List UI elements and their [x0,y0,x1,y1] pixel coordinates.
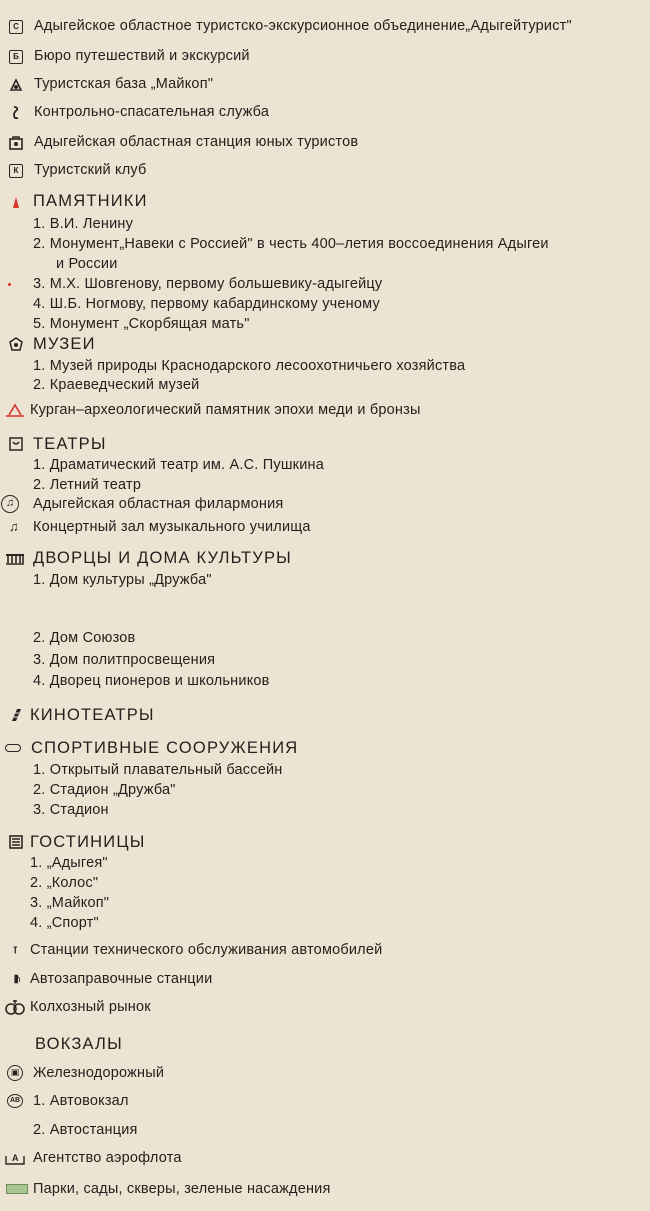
museum-icon [9,337,23,351]
section-heading: ПАМЯТНИКИ [33,192,148,210]
list-item: 1. Дом культуры „Дружба" [33,572,212,588]
legend-label: Парки, сады, скверы, зеленые насаждения [33,1181,331,1197]
park-swatch-icon [6,1184,28,1194]
cinema-icon [9,708,23,722]
bus-station-icon: АВ [7,1094,23,1108]
market-fruit-icon [4,999,26,1015]
railway-station-icon: ▣ [7,1065,23,1081]
legend-label: Бюро путешествий и экскурсий [34,48,250,64]
legend-label: Курган–археологический памятник эпохи меди и бронзы [30,402,421,418]
legend-label: 2. Автостанция [33,1122,138,1138]
svg-text:А: А [12,1153,19,1163]
list-item: 2. Стадион „Дружба" [33,782,176,798]
section-heading: МУЗЕИ [33,335,96,353]
section-heading: ДВОРЦЫ И ДОМА КУЛЬТУРЫ [33,549,292,567]
legend-label: Контрольно-спасательная служба [34,104,270,120]
legend-label: Колхозный рынок [30,999,151,1015]
section-heading: ТЕАТРЫ [33,435,107,453]
red-dot-marker [8,283,11,286]
legend-label: Железнодорожный [33,1065,165,1081]
legend-label: Туристская база „Майкоп" [34,76,214,92]
aeroflot-agency-icon [5,1151,25,1165]
list-item: 4. Ш.Б. Ногмову, первому кабардинскому ученому [33,296,380,312]
hotel-icon [9,835,23,849]
tourist-association-icon: С [9,20,23,34]
section-heading: ГОСТИНИЦЫ [30,833,146,851]
legend-label: 1. Автовокзал [33,1093,129,1109]
list-item: 3. М.Х. Шовгенову, первому большевику-адыгейцу [33,276,383,292]
list-item: и России [56,256,118,272]
section-heading: ВОКЗАЛЫ [35,1035,123,1053]
legend-label: Адыгейская областная филармония [33,496,284,512]
stadium-icon [5,744,21,752]
travel-bureau-icon: Б [9,50,23,64]
philharmonic-icon: ♫ [1,495,19,513]
list-item: 4. Дворец пионеров и школьников [33,673,270,689]
legend-label: Адыгейское областное туристско-экскурсионное объединение„Адыгейтурист" [34,18,572,34]
legend-label: Автозаправочные станции [30,971,213,987]
list-item: 1. Драматический театр им. А.С. Пушкина [33,457,324,473]
monument-icon [9,195,23,209]
palace-icon [5,551,25,565]
legend-label: Станции технического обслуживания автомобилей [30,942,383,958]
list-item: 4. „Спорт" [30,915,99,931]
tourist-base-icon [9,78,23,92]
section-heading: КИНОТЕАТРЫ [30,706,155,724]
section-heading: СПОРТИВНЫЕ СООРУЖЕНИЯ [31,739,299,757]
list-item: 2. Монумент„Навеки с Россией" в честь 400–летия воссоединения Адыгеи [33,236,549,252]
legend-label: Адыгейская областная станция юных туристов [34,134,359,150]
list-item: 1. Музей природы Краснодарского лесоохотничьего хозяйства [33,358,466,374]
legend-label: Агентство аэрофлота [33,1150,182,1166]
list-item: 2. Краеведческий музей [33,377,200,393]
list-item: 3. Дом политпросвещения [33,652,216,668]
wrench-icon [13,943,21,957]
youth-station-icon [9,136,23,150]
list-item: 2. Дом Союзов [33,630,136,646]
list-item: 1. В.И. Ленину [33,216,134,232]
theatre-icon [9,437,23,451]
legend-label: Туристский клуб [34,162,147,178]
rescue-service-icon [9,106,23,120]
list-item: 5. Монумент „Скорбящая мать" [33,316,250,332]
list-item: 1. „Адыгея" [30,855,108,871]
list-item: 3. „Майкоп" [30,895,110,911]
fuel-pump-icon [13,972,23,986]
music-note-icon: ♫ [9,519,19,534]
list-item: 3. Стадион [33,802,109,818]
list-item: 2. Летний театр [33,477,142,493]
legend-label: Концертный зал музыкального училища [33,519,311,535]
kurgan-icon [6,403,24,417]
list-item: 2. „Колос" [30,875,99,891]
tourist-club-icon: К [9,164,23,178]
list-item: 1. Открытый плавательный бассейн [33,762,283,778]
